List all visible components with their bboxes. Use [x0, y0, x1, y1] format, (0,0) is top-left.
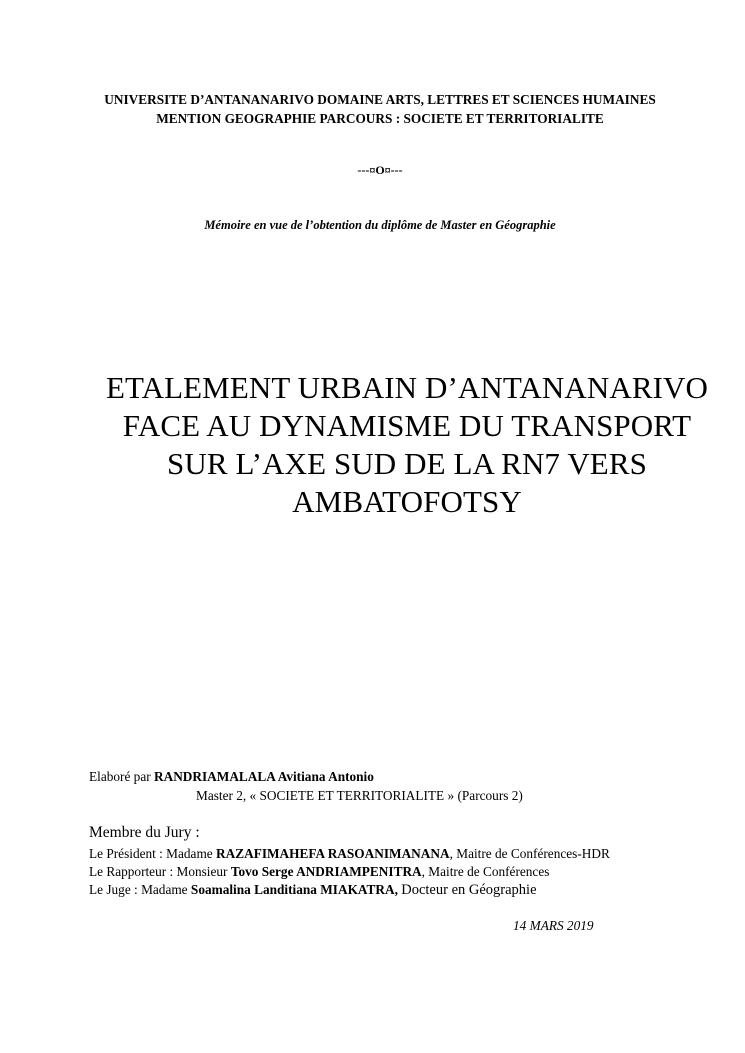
jury-title: Docteur en Géographie — [401, 882, 537, 898]
jury-name: RAZAFIMAHEFA RASOANIMANANA — [216, 846, 450, 861]
author-prefix: Elaboré par — [89, 769, 151, 784]
jury-member-president — [89, 846, 610, 862]
thesis-title-line-3: SUR L’AXE SUD DE LA RN7 VERS — [167, 446, 647, 481]
memoire-subtitle: Mémoire en vue de l’obtention du diplôme de Master en Géographie — [204, 218, 556, 232]
jury-name: Tovo Serge ANDRIAMPENITRA — [230, 864, 422, 879]
jury-role: Le Président : Madame — [89, 846, 213, 861]
thesis-title-line-1: ETALEMENT URBAIN D’ANTANANARIVO — [106, 370, 708, 405]
university-header: UNIVERSITE D’ANTANANARIVO DOMAINE ARTS, LETTRES ET SCIENCES HUMAINES MENTION GEOGRAPHIE PARCOURS : SOCIETE ET TERRITORIALITE — [104, 92, 656, 126]
jury-heading: Membre du Jury : — [89, 824, 200, 841]
program-line: Master 2, « SOCIETE ET TERRITORIALITE » (Parcours 2) — [196, 788, 523, 803]
jury-title: , Maitre de Conférences-HDR — [449, 846, 610, 861]
jury-title: , Maitre de Conférences — [421, 864, 550, 879]
jury-role: Le Juge : Madame — [89, 882, 188, 897]
jury-member-rapporteur — [89, 864, 549, 880]
jury-role: Le Rapporteur : Monsieur — [89, 864, 228, 879]
author-line — [89, 769, 374, 785]
jury-member-juge — [89, 882, 537, 899]
thesis-title — [82, 369, 732, 521]
thesis-title-line-4: AMBATOFOTSY — [292, 484, 522, 519]
author-name: RANDRIAMALALA Avitiana Antonio — [153, 769, 374, 784]
jury-name: Soamalina Landitiana MIAKATRA, — [190, 882, 398, 897]
decorative-separator: ---¤O¤--- — [357, 163, 403, 177]
submission-date: 14 MARS 2019 — [513, 918, 594, 933]
thesis-title-line-2: FACE AU DYNAMISME DU TRANSPORT — [122, 408, 692, 443]
